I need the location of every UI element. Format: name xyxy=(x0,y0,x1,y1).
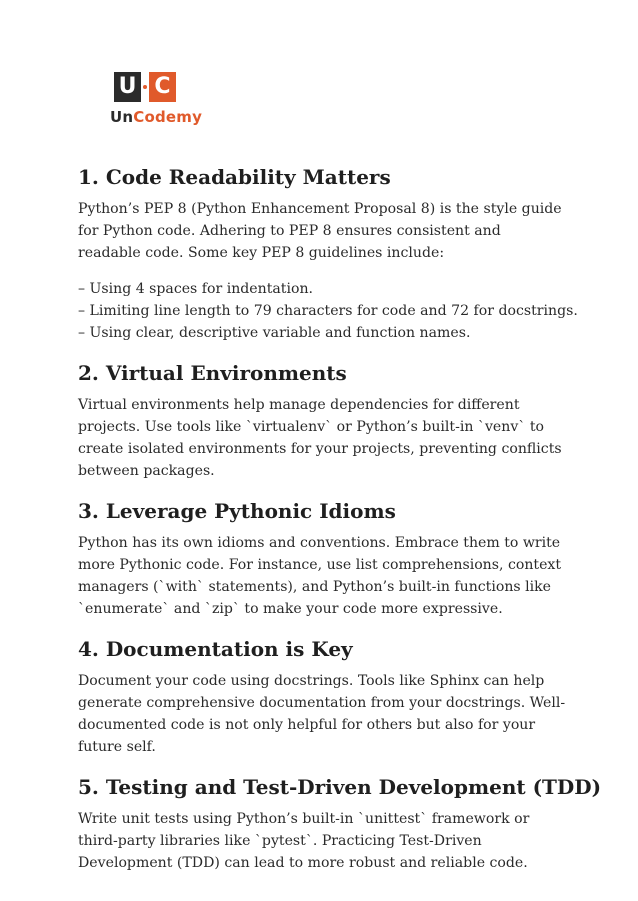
section-pythonic-idioms xyxy=(78,497,568,620)
section-paragraph: Virtual environments help manage dependencies for different projects. Use tools like `virtualenv` or Python’s built-in `venv` to create isolated environments for your projects, preventing conflicts between packages. xyxy=(78,397,562,479)
logo-mark xyxy=(114,72,176,106)
section-heading: 3. Leverage Pythonic Idioms xyxy=(78,499,396,523)
list-item: – Limiting line length to 79 characters for code and 72 for docstrings. xyxy=(78,303,578,319)
section-paragraph: Python’s PEP 8 (Python Enhancement Proposal 8) is the style guide for Python code. Adhering to PEP 8 ensures consistent and readable code. Some key PEP 8 guidelines include: xyxy=(78,201,562,261)
section-heading: 4. Documentation is Key xyxy=(78,637,353,661)
section-testing-tdd xyxy=(78,773,602,874)
uncodemy-logo xyxy=(110,72,203,132)
logo-letter-c: C xyxy=(149,72,176,102)
list-item: – Using 4 spaces for indentation. xyxy=(78,281,313,297)
logo-word-codemy: Codemy xyxy=(133,108,203,126)
article-body xyxy=(78,163,602,889)
section-heading: 2. Virtual Environments xyxy=(78,361,347,385)
logo-word-un: Un xyxy=(110,108,134,126)
logo-wordmark xyxy=(110,108,202,126)
section-paragraph: Python has its own idioms and conventions. Embrace them to write more Pythonic code. For instance, use list comprehensions, context managers (`with` statements), and Python’s built-in functions like `enumerate` and `zip` to make your code more expressive. xyxy=(78,535,562,617)
guideline-list xyxy=(78,278,578,344)
list-item: – Using clear, descriptive variable and function names. xyxy=(78,325,471,341)
section-heading: 5. Testing and Test-Driven Development (TDD) xyxy=(78,775,602,799)
section-code-readability xyxy=(78,163,578,344)
section-virtual-environments xyxy=(78,359,568,482)
logo-letter-u: U xyxy=(114,72,141,102)
section-paragraph: Document your code using docstrings. Tools like Sphinx can help generate comprehensive documentation from your docstrings. Well-documented code is not only helpful for others but also for your future self. xyxy=(78,673,566,755)
section-documentation xyxy=(78,635,568,758)
section-heading: 1. Code Readability Matters xyxy=(78,165,391,189)
section-paragraph: Write unit tests using Python’s built-in `unittest` framework or third-party libraries like `pytest`. Practicing Test-Driven Development (TDD) can lead to more robust and reliable code. xyxy=(78,811,530,871)
logo-dot xyxy=(141,72,149,102)
